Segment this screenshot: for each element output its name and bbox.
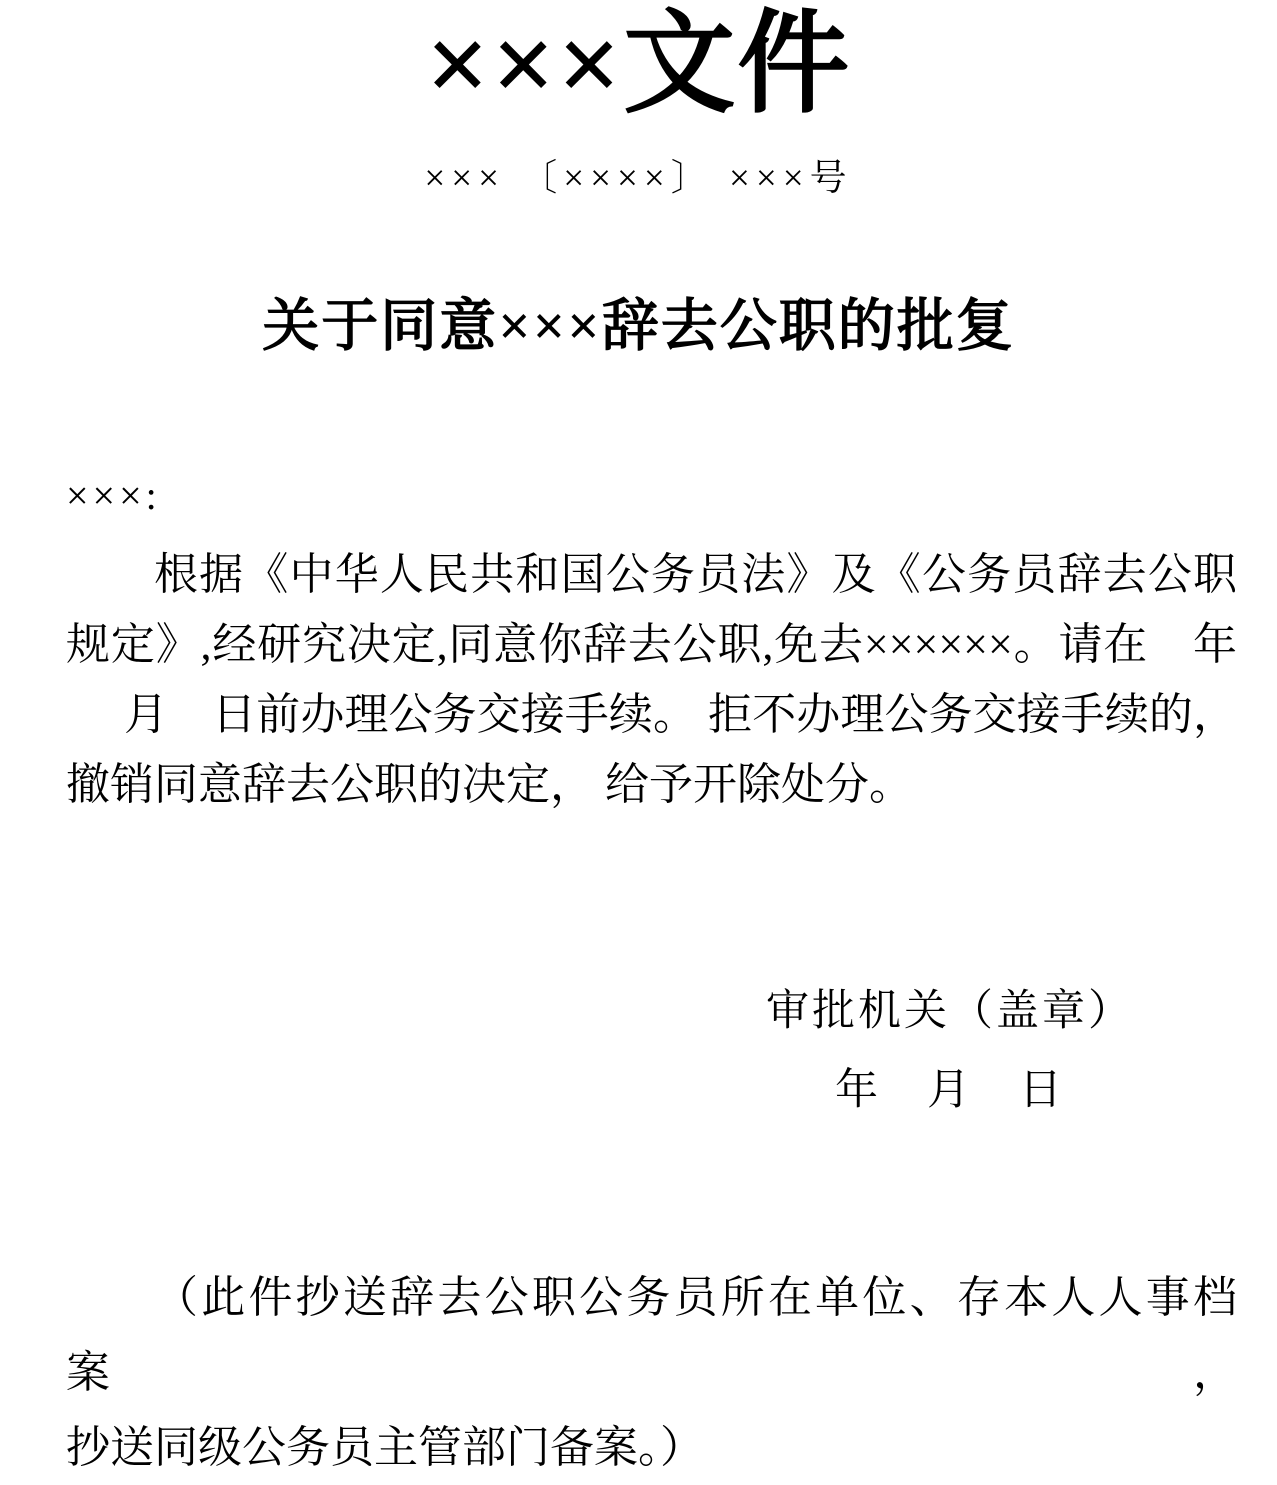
body-line-3: 月 日前办理公务交接手续。 拒不办理公务交接手续的， (124, 690, 1237, 739)
subject-title: 关于同意×××辞去公职的批复 (262, 295, 1015, 358)
copy-distribution-note (66, 1260, 1237, 1485)
body-paragraph (66, 540, 1237, 820)
body-line-4: 撤销同意辞去公职的决定， 给予开除处分。 (66, 760, 913, 809)
signature-block (700, 972, 1200, 1130)
signature-authority: 审批机关（盖章） (766, 988, 1134, 1035)
signature-date: 年 月 日 (835, 1067, 1065, 1114)
note-line-2: 抄送同级公务员主管部门备案。） (66, 1423, 704, 1472)
document-header-title: ×××文件 (425, 3, 852, 127)
body-line-2: 规定》,经研究决定,同意你辞去公职,免去××××××。请在 年 (66, 620, 1237, 669)
addressee-salutation: ×××: (66, 473, 161, 518)
document-reference-number: ××× 〔××××〕 ×××号 (424, 158, 853, 199)
body-line-1: 根据《中华人民共和国公务员法》及《公务员辞去公职 (154, 550, 1237, 599)
note-line-1: （此件抄送辞去公职公务员所在单位、存本人人事档案， (66, 1273, 1237, 1397)
